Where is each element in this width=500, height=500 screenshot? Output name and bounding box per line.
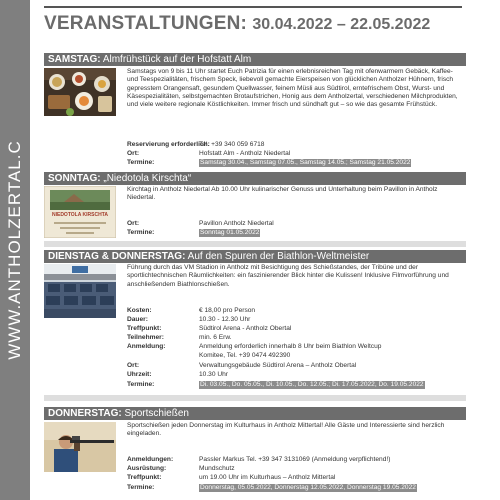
row-value: 10.30 - 12.30 Uhr <box>199 316 251 323</box>
section-day: SONNTAG: <box>48 173 101 184</box>
row-value-highlight: Di. 03.05., Do. 05.05., Di. 10.05., Do. 12.05.; Di. 17.05.2022, Do. 19.05.2022 <box>200 381 424 388</box>
section-day: DIENSTAG & DONNERSTAG: <box>48 251 186 262</box>
section-description: Führung durch das VM Stadion in Antholz mit Besichtigung des Schießstandes, der Tribüne und der sportlichtechnischen Räumlichkeiten: ein faszinierender Blick hinter die Kulissen! Inklusive Filmvorführung und anschließendem Biathlonschießen. <box>127 264 449 288</box>
row-value: Verwaltungsgebäude Südtirol Arena – Antholz Obertal <box>199 362 357 369</box>
top-rule <box>44 6 462 8</box>
row-value-highlight: Samstag 30.04., Samstag 07.05., Samstag 14.05.; Samstag 21.05.2022 <box>200 159 411 166</box>
section-description: Kirchtag in Antholz Niedertal Ab 10.00 Uhr kulinarischer Genuss und Unterhaltung beim Pavillon in Antholz Niedertal. <box>127 186 438 202</box>
row-label: Termine: <box>127 484 155 491</box>
section-header-biathlon <box>44 250 466 263</box>
title-dates: 30.04.2022 – 22.05.2022 <box>252 16 431 33</box>
row-label: Termine: <box>127 229 155 236</box>
section-title: Sportschießen <box>124 408 189 419</box>
row-label: Termine: <box>127 159 155 166</box>
row-value: min. 6 Erw. <box>199 334 232 341</box>
page-title <box>44 13 484 35</box>
row-value: Hofstatt Alm - Antholz Niedertal <box>199 150 291 157</box>
section-title: Auf den Spuren der Biathlon-Weltmeister <box>187 251 370 262</box>
sidebar-band <box>0 0 30 500</box>
row-value: Anmeldung erforderlich innerhalb 8 Uhr beim Biathlon Weltcup <box>199 343 382 350</box>
row-label: Teilnehmer: <box>127 334 164 341</box>
row-value: Pavillon Antholz Niedertal <box>199 220 274 227</box>
kirchtag-poster <box>44 186 116 238</box>
row-label: Treffpunkt: <box>127 474 162 481</box>
title-label: VERANSTALTUNGEN: <box>44 13 248 34</box>
section-title: Almfrühstück auf der Hofstatt Alm <box>102 54 252 65</box>
row-value: Komitee, Tel. +39 0474 492390 <box>199 352 291 359</box>
section-day: DONNERSTAG: <box>48 408 122 419</box>
row-value: Südtirol Arena - Antholz Obertal <box>199 325 292 332</box>
row-value: € 18,00 pro Person <box>199 307 256 314</box>
website-url: WWW.ANTHOLZERTAL.C <box>5 140 24 360</box>
row-label: Uhrzeit: <box>127 371 152 378</box>
row-label: Ort: <box>127 220 140 227</box>
row-value: Mundschutz <box>199 465 235 472</box>
row-label: Ort: <box>127 150 140 157</box>
section-description: Sportschießen jeden Donnerstag im Kulturhaus in Antholz Mittertal! Alle Gäste und Interessierte sind herzlich eingeladen. <box>127 422 445 438</box>
section-divider <box>44 395 466 401</box>
row-label: Treffpunkt: <box>127 325 162 332</box>
section-description: Samstags von 9 bis 11 Uhr startet Euch Patrizia für einen erlebnisreichen Tag mit ofenwarmem Gebäck, Kaffee- und Teespezialitäten, frischem Speck, liebevoll gemachte Eierspeisen von glücklichen Antholzer Hühnern, frisch gepresstem Orangensaft, gesundem Quellwasser, feinem Müsli aus Südtirol, erntefrischem Obst, Wurst- und Käsespezialitäten, selbstgemachten Brotaufstrichen, Honig aus dem Antholzertal, verschiedenen Milchprodukten, und viele weitere regionale Köstlichkeiten. Immer frisch und sündhaft gut – so wie das gesamte Frühstück. <box>127 68 458 109</box>
row-value: Tel. +39 340 059 6718 <box>199 141 265 148</box>
section-header-sportschiessen <box>44 407 466 420</box>
row-value: 10.30 Uhr <box>199 371 228 378</box>
row-value-highlight: Donnerstag, 05.05.2022, Donnerstag 12.05.2022, Donnerstag 19.05.2022 <box>200 484 416 491</box>
section-divider <box>44 241 466 247</box>
section-header-kirchtag <box>44 172 466 185</box>
row-label: Kosten: <box>127 307 152 314</box>
section-header-fruehstueck <box>44 53 466 66</box>
section-day: SAMSTAG: <box>48 54 101 65</box>
biathlon-room-photo <box>44 264 116 318</box>
row-value-highlight: Sonntag 01.05.2022 <box>200 229 260 236</box>
shooter-photo <box>44 422 116 472</box>
row-value: Passler Markus Tel. +39 347 3131069 (Anmeldung verpflichtend!) <box>199 456 391 463</box>
row-label: Termine: <box>127 381 155 388</box>
row-label: Dauer: <box>127 316 148 323</box>
poster-title: NIEDOTOLA KIRSCHTA <box>51 212 109 218</box>
row-label: Ort: <box>127 362 140 369</box>
row-label: Reservierung erforderlich: <box>127 141 210 148</box>
row-label: Anmeldung: <box>127 343 166 350</box>
row-label: Anmeldungen: <box>127 456 174 463</box>
section-title: „Niedotola Kirschta“ <box>103 173 192 184</box>
breakfast-photo <box>44 68 116 116</box>
row-label: Ausrüstung: <box>127 465 167 472</box>
row-value: um 19.00 Uhr im Kulturhaus – Antholz Mittertal <box>199 474 336 481</box>
